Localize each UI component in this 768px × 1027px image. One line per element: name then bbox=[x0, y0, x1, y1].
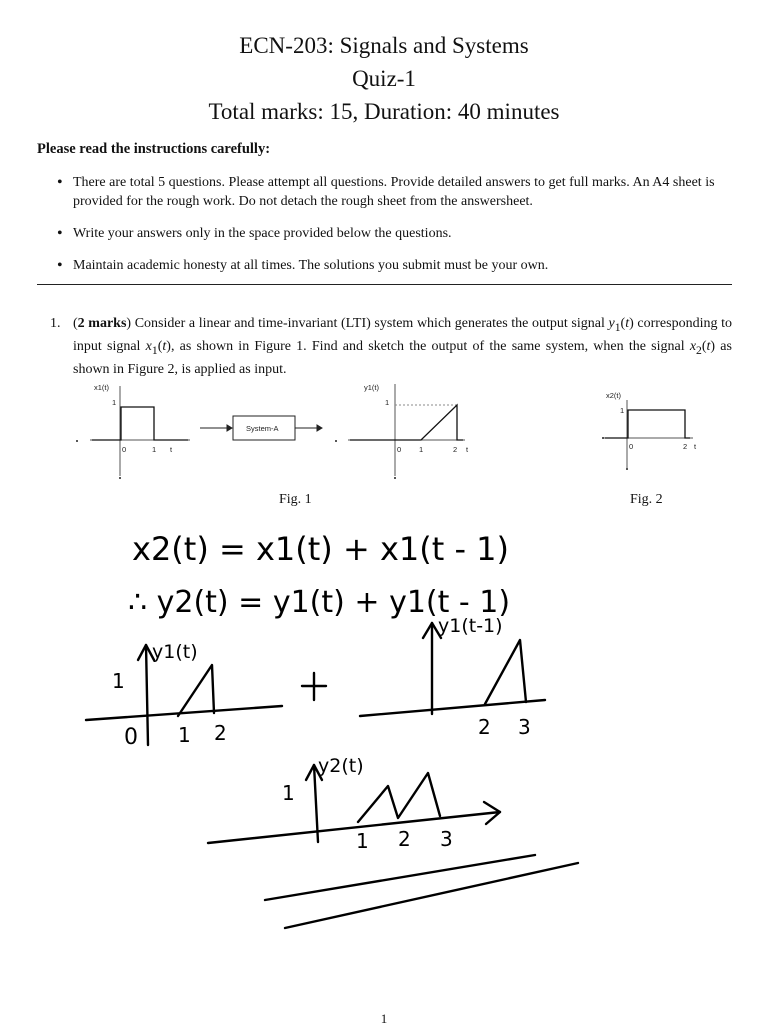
question-marks: 2 marks bbox=[77, 316, 127, 331]
svg-text:0: 0 bbox=[629, 442, 634, 451]
svg-text:2: 2 bbox=[683, 442, 688, 451]
sketch-3-label: y2(t) bbox=[318, 755, 364, 777]
svg-text:2: 2 bbox=[478, 715, 491, 739]
svg-text:0: 0 bbox=[124, 725, 138, 750]
svg-text:2: 2 bbox=[398, 827, 411, 851]
svg-text:0: 0 bbox=[397, 445, 402, 454]
sketch-2-label: y1(t-1) bbox=[438, 615, 503, 637]
course-title: ECN-203: Signals and Systems bbox=[239, 33, 529, 58]
svg-text:1: 1 bbox=[178, 723, 191, 747]
handwritten-line-2: ∴ y2(t) = y1(t) + y1(t - 1) bbox=[128, 585, 511, 620]
instruction-item: • Maintain academic honesty at all times. The solutions you submit must be your own. bbox=[57, 257, 549, 274]
svg-text:1: 1 bbox=[356, 829, 369, 853]
svg-text:1: 1 bbox=[112, 398, 117, 407]
question-number: 1. bbox=[50, 316, 61, 331]
svg-text:t: t bbox=[170, 445, 173, 454]
marks-duration: Total marks: 15, Duration: 40 minutes bbox=[208, 99, 560, 124]
svg-text:1: 1 bbox=[112, 669, 125, 693]
page-number: 1 bbox=[380, 1011, 388, 1026]
svg-text:1: 1 bbox=[152, 445, 157, 454]
instructions-heading: Please read the instructions carefully: bbox=[37, 141, 271, 157]
svg-text:t: t bbox=[694, 442, 697, 451]
svg-text:1: 1 bbox=[419, 445, 424, 454]
figure-2-caption: Fig. 2 bbox=[630, 492, 663, 507]
handwritten-line-1: x2(t) = x1(t) + x1(t - 1) bbox=[132, 530, 509, 568]
svg-text:2: 2 bbox=[214, 721, 227, 745]
svg-text:3: 3 bbox=[440, 827, 453, 851]
quiz-title: Quiz-1 bbox=[352, 66, 416, 91]
svg-text:3: 3 bbox=[518, 715, 531, 739]
bullet-icon: • bbox=[57, 174, 63, 191]
svg-text:0: 0 bbox=[122, 445, 127, 454]
question-text: (2 marks) Consider a linear and time-invariant (LTI) system which generates the output signal $y_1(t)$ corresponding to input signal $x_1(t)$, as shown in Figure 1. Find and sketch the output of the same system, when the signal $x_2(t)$ as shown in Figure 2, is applied as input. bbox=[73, 316, 732, 377]
svg-text:1: 1 bbox=[282, 781, 295, 805]
sketch-1-label: y1(t) bbox=[152, 641, 198, 663]
svg-text:1: 1 bbox=[385, 398, 390, 407]
bullet-icon: • bbox=[57, 225, 63, 242]
svg-text:2: 2 bbox=[453, 445, 458, 454]
instruction-item: • Write your answers only in the space provided below the questions. bbox=[57, 225, 452, 242]
bullet-icon: • bbox=[57, 257, 63, 274]
y1-axis-label: y1(t) bbox=[364, 383, 379, 392]
instruction-item: • There are total 5 questions. Please attempt all questions. Provide detailed answers to get full marks. An A4 sheet is provided for the rough work. Do not detach the rough sheet from the answersheet. bbox=[57, 174, 715, 209]
svg-text:t: t bbox=[466, 445, 469, 454]
x1-axis-label: x1(t) bbox=[94, 383, 109, 392]
system-a-label: System-A bbox=[246, 424, 279, 433]
x2-axis-label: x2(t) bbox=[606, 391, 621, 400]
svg-text:1: 1 bbox=[620, 406, 625, 415]
figure-1-caption: Fig. 1 bbox=[279, 492, 312, 507]
